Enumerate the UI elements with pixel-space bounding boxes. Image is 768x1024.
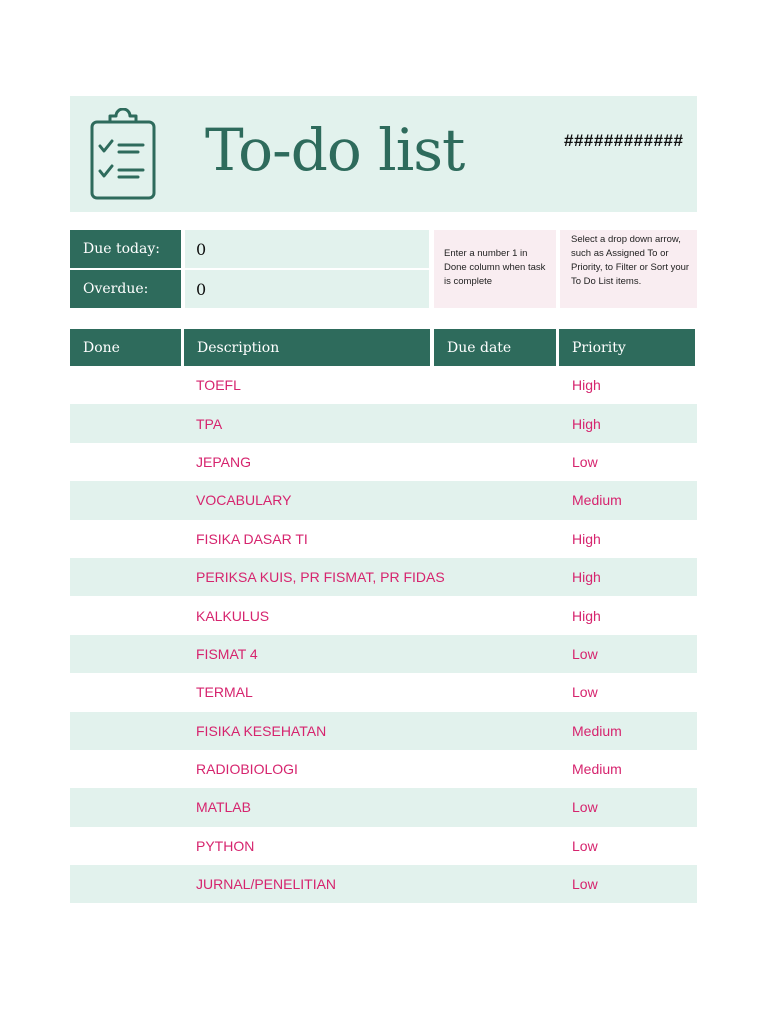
table-row [70, 750, 697, 788]
description-cell[interactable]: TERMAL [196, 684, 253, 701]
table-row [70, 366, 697, 404]
table-row [70, 865, 697, 903]
table-row [70, 635, 697, 673]
description-cell[interactable]: FISIKA DASAR TI [196, 530, 308, 547]
priority-cell[interactable]: High [572, 607, 601, 624]
priority-cell[interactable]: Low [572, 453, 598, 470]
done-cell[interactable] [70, 788, 181, 826]
description-cell[interactable]: KALKULUS [196, 607, 270, 624]
description-cell[interactable]: MATLAB [196, 799, 251, 816]
done-cell[interactable] [70, 635, 181, 673]
column-header-done[interactable]: Done [70, 329, 181, 366]
due-date-cell[interactable] [434, 443, 554, 481]
due-date-cell[interactable] [434, 635, 554, 673]
due-date-cell[interactable] [434, 865, 554, 903]
due-date-cell[interactable] [434, 404, 554, 442]
filter-hint-note: Select a drop down arrow, such as Assigned To or Priority, to Filter or Sort your To Do List items. [560, 230, 697, 308]
priority-cell[interactable]: Medium [572, 492, 622, 509]
priority-cell[interactable]: Medium [572, 761, 622, 778]
clipboard-checklist-icon [88, 108, 158, 202]
table-row [70, 443, 697, 481]
due-date-cell[interactable] [434, 558, 554, 596]
priority-cell[interactable]: High [572, 569, 601, 586]
priority-cell[interactable]: High [572, 377, 601, 394]
page-title: To-do list [205, 116, 465, 184]
done-cell[interactable] [70, 712, 181, 750]
description-cell[interactable]: TOEFL [196, 377, 241, 394]
description-cell[interactable]: VOCABULARY [196, 492, 292, 509]
priority-cell[interactable]: Low [572, 876, 598, 893]
table-row [70, 520, 697, 558]
due-date-cell[interactable] [434, 788, 554, 826]
table-row [70, 827, 697, 865]
due-date-cell[interactable] [434, 712, 554, 750]
priority-cell[interactable]: Low [572, 645, 598, 662]
task-table [70, 366, 697, 903]
priority-cell[interactable]: High [572, 530, 601, 547]
table-row [70, 558, 697, 596]
table-row [70, 788, 697, 826]
overdue-value[interactable]: 0 [185, 270, 429, 308]
done-cell[interactable] [70, 596, 181, 634]
overdue-label: Overdue: [70, 270, 181, 308]
description-cell[interactable]: JEPANG [196, 453, 251, 470]
due-date-cell[interactable] [434, 366, 554, 404]
priority-cell[interactable]: Low [572, 684, 598, 701]
description-cell[interactable]: JURNAL/PENELITIAN [196, 876, 337, 893]
date-display: ############ [564, 131, 684, 150]
description-cell[interactable]: TPA [196, 415, 223, 432]
due-today-value[interactable]: 0 [185, 230, 429, 268]
priority-cell[interactable]: Low [572, 799, 598, 816]
done-cell[interactable] [70, 827, 181, 865]
done-cell[interactable] [70, 865, 181, 903]
done-cell[interactable] [70, 673, 181, 711]
priority-cell[interactable]: Medium [572, 722, 622, 739]
done-cell[interactable] [70, 404, 181, 442]
description-cell[interactable]: RADIOBIOLOGI [196, 761, 298, 778]
done-cell[interactable] [70, 558, 181, 596]
due-today-label: Due today: [70, 230, 181, 268]
done-cell[interactable] [70, 481, 181, 519]
description-cell[interactable]: FISIKA KESEHATAN [196, 722, 327, 739]
table-row [70, 596, 697, 634]
due-date-cell[interactable] [434, 481, 554, 519]
column-header-description[interactable]: Description [184, 329, 430, 366]
done-cell[interactable] [70, 366, 181, 404]
column-header-due-date[interactable]: Due date [434, 329, 556, 366]
table-row [70, 481, 697, 519]
priority-cell[interactable]: High [572, 415, 601, 432]
due-date-cell[interactable] [434, 750, 554, 788]
done-cell[interactable] [70, 750, 181, 788]
description-cell[interactable]: PERIKSA KUIS, PR FISMAT, PR FIDAS [196, 569, 445, 586]
table-row [70, 404, 697, 442]
table-row [70, 712, 697, 750]
table-row [70, 673, 697, 711]
due-date-cell[interactable] [434, 827, 554, 865]
due-date-cell[interactable] [434, 673, 554, 711]
done-cell[interactable] [70, 443, 181, 481]
description-cell[interactable]: FISMAT 4 [196, 645, 258, 662]
done-hint-note: Enter a number 1 in Done column when task is complete [434, 230, 556, 308]
column-header-priority[interactable]: Priority [559, 329, 695, 366]
due-date-cell[interactable] [434, 520, 554, 558]
due-date-cell[interactable] [434, 596, 554, 634]
priority-cell[interactable]: Low [572, 837, 598, 854]
done-cell[interactable] [70, 520, 181, 558]
description-cell[interactable]: PYTHON [196, 837, 255, 854]
